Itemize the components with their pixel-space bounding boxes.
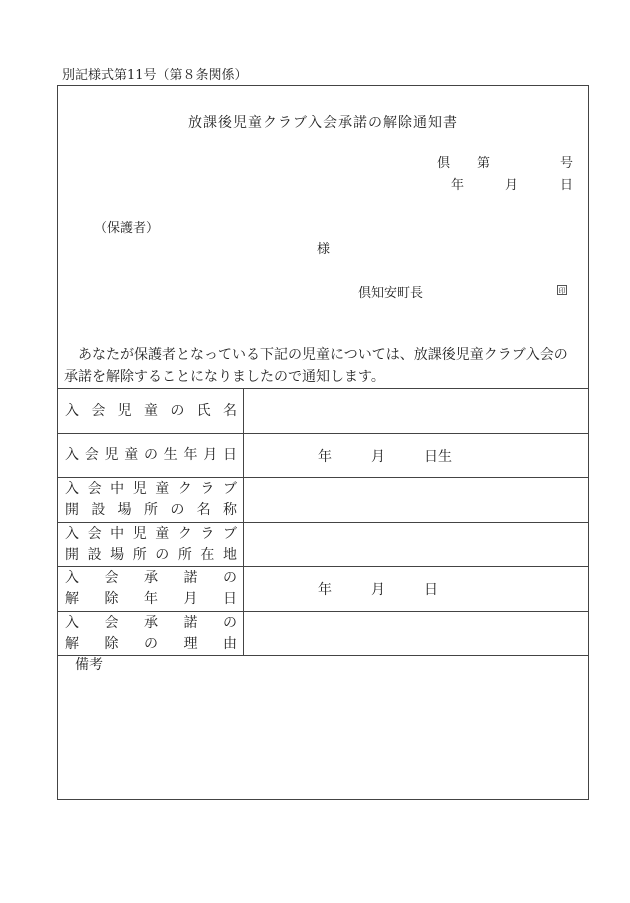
table-row: [58, 478, 589, 523]
cancel-reason-value: [244, 612, 589, 656]
label-char: 解: [65, 591, 79, 607]
label-char: 会: [91, 402, 106, 419]
label-char: ラ: [200, 525, 215, 542]
club-name-label-line1: [58, 479, 243, 500]
row-label: [58, 523, 244, 567]
label-char: 年: [183, 447, 198, 463]
document-title: 放課後児童クラブ入会承諾の解除通知書: [188, 115, 458, 131]
date-day-label: 日: [560, 178, 574, 193]
label-char: の: [170, 402, 185, 419]
label-char: 除: [104, 635, 119, 652]
ref-prefix-gu: 倶: [437, 156, 451, 171]
label-char: ラ: [200, 481, 215, 497]
label-char: 設: [91, 502, 106, 518]
cancel-month-unit: 月: [371, 582, 385, 598]
issuer-name: 倶知安町長: [358, 286, 424, 301]
birth-day-unit: 日生: [424, 448, 452, 465]
label-char: 名: [222, 402, 237, 419]
label-char: 児: [132, 481, 147, 497]
row-label: [58, 389, 244, 434]
label-char: 入: [65, 525, 79, 542]
ref-prefix-dai: 第: [477, 156, 491, 171]
cancel-date-label-line2: [58, 589, 243, 610]
label-char: 名: [196, 502, 211, 518]
form-number-label: 別記様式第11号（第８条関係）: [62, 68, 248, 83]
label-char: 会: [84, 447, 99, 463]
cancel-year-unit: 年: [318, 582, 332, 598]
label-char: 会: [87, 481, 102, 497]
label-char: 氏: [196, 402, 211, 419]
label-char: 児: [117, 402, 132, 419]
label-char: 諾: [183, 570, 198, 586]
label-char: 除: [104, 591, 119, 607]
label-char: 入: [65, 614, 79, 631]
label-char: 開: [65, 502, 79, 518]
label-char: 場: [110, 546, 125, 563]
notice-body-text: あなたが保護者となっている下記の児童については、放課後児童クラブ入会の承諾を解除することになりましたので通知します。: [64, 347, 568, 385]
child-birthdate-value: [244, 434, 589, 478]
child-name-label: [58, 401, 243, 422]
row-label: [58, 478, 244, 523]
cancel-date-label-line1: [58, 568, 243, 589]
label-char: 開: [65, 546, 79, 563]
label-char: 場: [117, 502, 132, 518]
label-char: 日: [223, 447, 237, 463]
club-address-label-line2: [58, 545, 243, 566]
label-char: 童: [155, 481, 170, 497]
label-char: 会: [104, 570, 119, 586]
cancel-reason-label-line2: [58, 634, 243, 655]
label-char: の: [223, 570, 237, 586]
label-char: ブ: [222, 481, 237, 497]
label-char: 童: [143, 402, 158, 419]
label-char: の: [144, 635, 158, 652]
details-table: [57, 388, 589, 656]
label-char: 日: [223, 591, 237, 607]
label-char: 年: [144, 591, 158, 607]
label-char: 中: [110, 481, 125, 497]
label-char: の: [223, 614, 237, 631]
label-char: 入: [65, 570, 79, 586]
birth-year-unit: 年: [318, 448, 332, 465]
label-char: 由: [223, 635, 237, 652]
label-char: 解: [65, 635, 79, 652]
table-row: [58, 523, 589, 567]
label-char: 設: [87, 546, 102, 563]
label-char: 入: [65, 447, 79, 463]
label-char: 中: [110, 525, 125, 542]
club-address-label-line1: [58, 524, 243, 545]
label-char: の: [144, 447, 158, 463]
cancel-day-unit: 日: [424, 582, 438, 598]
cancel-date-value: [244, 567, 589, 612]
row-label: [58, 567, 244, 612]
label-char: の: [170, 502, 185, 518]
guardian-label: （保護者）: [94, 221, 160, 236]
cancel-reason-label-line1: [58, 613, 243, 634]
label-char: ク: [177, 525, 192, 542]
table-row: [58, 389, 589, 434]
ref-suffix-go: 号: [560, 156, 574, 171]
label-char: 称: [222, 502, 237, 518]
label-char: 所: [177, 546, 192, 563]
row-label: [58, 612, 244, 656]
label-char: 童: [124, 447, 139, 463]
label-char: 児: [132, 525, 147, 542]
notice-form: [57, 85, 589, 800]
seal-mark: 印: [558, 287, 566, 295]
label-char: 所: [143, 502, 158, 518]
remarks-label: 備考: [75, 657, 103, 673]
label-char: 月: [203, 447, 218, 463]
label-char: 会: [104, 614, 119, 631]
club-name-label-line2: [58, 500, 243, 521]
label-char: 児: [104, 447, 119, 463]
label-char: 承: [144, 614, 158, 631]
club-name-value: [244, 478, 589, 523]
table-row: [58, 434, 589, 478]
label-char: 理: [183, 635, 198, 652]
label-char: 承: [144, 570, 158, 586]
birth-month-unit: 月: [371, 448, 385, 465]
honorific-sama: 様: [317, 242, 331, 257]
label-char: ブ: [222, 525, 237, 542]
label-char: 童: [155, 525, 170, 542]
label-char: 生: [163, 447, 178, 463]
label-char: 所: [132, 546, 147, 563]
club-address-value: [244, 523, 589, 567]
label-char: 地: [222, 546, 237, 563]
child-birthdate-label: [58, 445, 243, 466]
row-label: [58, 434, 244, 478]
label-char: 会: [87, 525, 102, 542]
date-month-label: 月: [505, 178, 519, 193]
date-year-label: 年: [451, 178, 465, 193]
table-row: [58, 612, 589, 656]
label-char: 在: [200, 546, 215, 563]
label-char: 入: [65, 402, 79, 419]
label-char: ク: [177, 481, 192, 497]
label-char: 月: [183, 591, 198, 607]
label-char: 入: [65, 481, 79, 497]
label-char: 諾: [183, 614, 198, 631]
child-name-value: [244, 389, 589, 434]
table-row: [58, 567, 589, 612]
label-char: の: [155, 546, 170, 563]
